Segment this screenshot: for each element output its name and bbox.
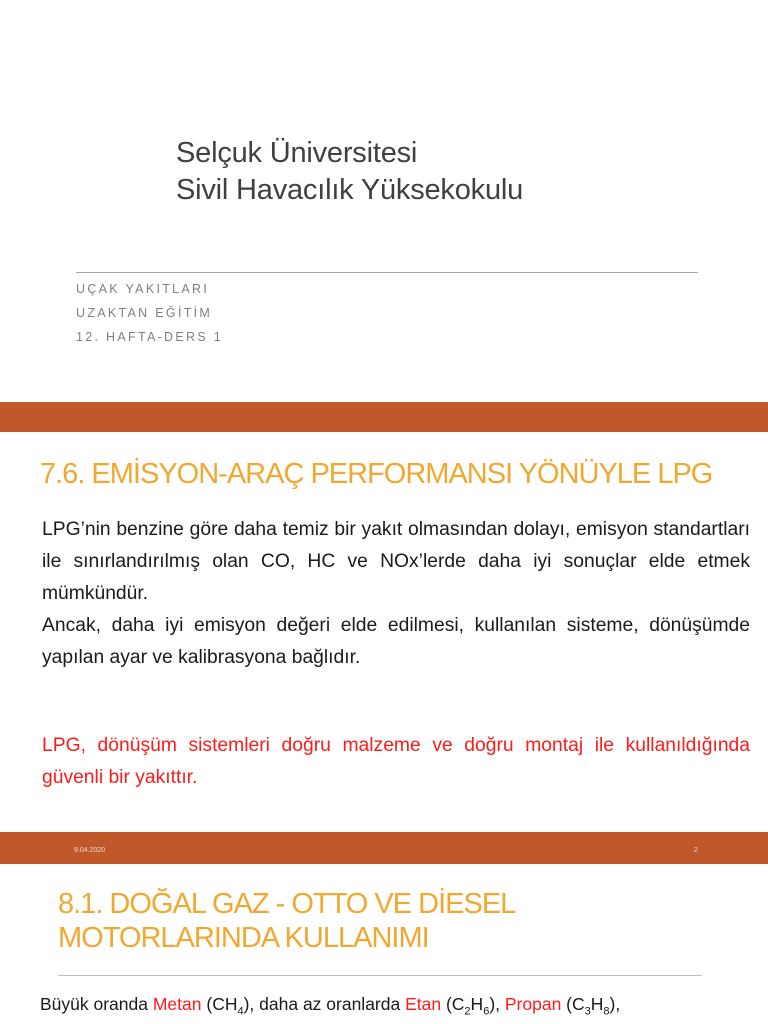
term-metan: Metan [152,994,202,1014]
text: H [470,994,484,1014]
text: (C [441,994,465,1014]
subscript: 4 [237,1005,244,1018]
paragraph-3-highlight: LPG, dönüşüm sistemleri doğru malzeme ve doğru montaj ile kullanıldığında güvenli bir yakıttır. [42,735,750,788]
paragraph-2: Ancak, daha iyi emisyon değeri elde edilmesi, kullanılan sisteme, dönüşümde yapılan ayar ve kalibrasyona bağlıdır. [42,615,750,668]
slide-heading-line1: 8.1. DOĞAL GAZ - OTTO VE DİESEL [58,888,516,920]
footer-page-number: 2 [694,847,698,854]
text: ), daha az oranlarda [243,994,406,1014]
slide-footer-bar [0,832,768,864]
subscript: 3 [584,1005,591,1018]
subscript: 8 [603,1005,610,1018]
slide-title [0,0,768,402]
term-propan: Propan [504,994,562,1014]
slide-heading: 7.6. EMİSYON-ARAÇ PERFORMANSI YÖNÜYLE LPG [40,458,713,490]
footer-date: 9.04.2020 [74,847,106,854]
slide-natural-gas [0,864,768,1024]
divider-line [76,272,698,273]
text: H [590,994,604,1014]
divider-line [58,975,702,976]
slide-separator-bar [0,402,768,432]
school-name: Sivil Havacılık Yüksekokulu [176,174,524,206]
university-name: Selçuk Üniversitesi [176,137,418,169]
text: ), [609,994,621,1014]
text: Büyük oranda [40,994,153,1014]
term-etan: Etan [405,994,442,1014]
subscript: 6 [483,1005,490,1018]
course-name: UÇAK YAKITLARI [76,282,210,296]
text: (CH [201,994,238,1014]
subscript: 2 [464,1005,471,1018]
paragraph-natural-gas [40,994,752,1018]
week-lesson: 12. HAFTA-DERS 1 [76,330,224,344]
text: (C [561,994,585,1014]
education-type: UZAKTAN EĞİTİM [76,306,213,320]
slide-lpg-emission [0,432,768,832]
paragraph-1: LPG’nin benzine göre daha temiz bir yakıt olmasından dolayı, emisyon standartları ile sınırlandırılmış olan CO, HC ve NOx’lerde daha iyi sonuçlar elde etmek mümkündür. [42,519,750,604]
text: ), [489,994,505,1014]
slide-heading-line2: MOTORLARINDA KULLANIMI [58,922,429,954]
